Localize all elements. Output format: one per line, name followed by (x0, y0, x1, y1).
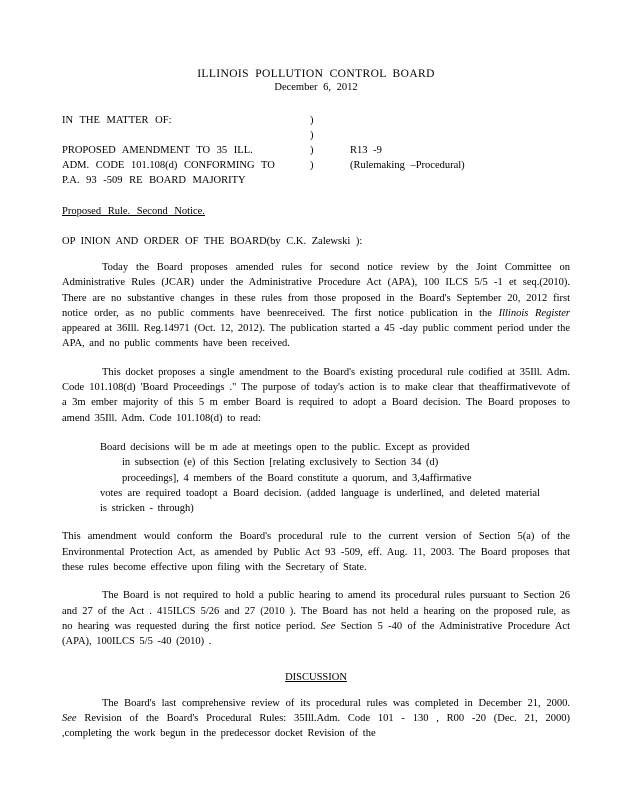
blockquote-line-2: votes are required toadopt a Board decision. (added language is underlined, and deleted material is stricken - through) (100, 487, 540, 515)
discussion-heading (62, 672, 570, 683)
blockquote-line-1: Board decisions will be m ade at meetings open to the public. Except as provided (100, 441, 470, 453)
caption-line1-paren: ) (310, 115, 314, 126)
rule-text-blockquote (100, 440, 540, 516)
caption-line3-left: PROPOSED AMENDMENT TO 35 ILL. (62, 145, 253, 156)
caption-line3-paren: ) (310, 145, 314, 156)
blockquote-sub-line-2: proceedings], 4 members of the Board constitute a quorum, and 3,4affirmative (122, 472, 472, 484)
discussion-heading-text: DISCUSSION (285, 671, 347, 683)
paragraph-4: The Board is not required to hold a public hearing to amend its procedural rules pursuant to Section 26 and 27 of the Act . 415ILCS 5/26 and 27 (2010 ). The Board has not held a hearing on the proposed rule, as no hearing was requested during the first notice period. See Section 5 -40 of the Administrative Procedure Act (APA), 100ILCS 5/5 -40 (2010) . (62, 590, 570, 648)
page-title: ILLINOIS POLLUTION CONTROL BOARD (197, 68, 435, 80)
case-caption (62, 113, 570, 188)
caption-row (62, 113, 570, 128)
blockquote-sub-line-1: in subsection (e) of this Section [relating exclusively to Section 34 (d) (122, 457, 439, 469)
caption-line4-left: ADM. CODE 101.108(d) CONFORMING TO (62, 160, 275, 171)
caption-row (62, 158, 570, 173)
opinion-and-order-line: OP INION AND ORDER OF THE BOARD(by C.K. Zalewski ): (62, 236, 363, 247)
caption-row (62, 173, 570, 188)
caption-line2-paren: ) (310, 130, 314, 141)
caption-line5-left: P.A. 93 -509 RE BOARD MAJORITY (62, 175, 246, 186)
proposed-rule-heading: Proposed Rule. Second Notice. (62, 206, 205, 217)
caption-line4-paren: ) (310, 160, 314, 171)
document-date: December 6, 2012 (274, 82, 358, 93)
caption-row (62, 143, 570, 158)
paragraph-2: This docket proposes a single amendment to the Board's existing procedural rule codified at 35Ill. Adm. Code 101.108(d) 'Board Proceedings ." The purpose of today's action is to make clear that theaffirmativevote of a 3m ember majority of this 5 m ember Board is required to adopt a Board decision. The Board proposes to amend 35Ill. Adm. Code 101.108(d) to read: (62, 366, 570, 424)
caption-line3-right: R13 -9 (350, 145, 382, 156)
paragraph-1: Today the Board proposes amended rules for second notice review by the Joint Committee on Administrative Rules (JCAR) under the Administrative Procedure Act (APA), 100 ILCS 5/5 -1 et seq.(2010). There are no substantive changes in these rules from those proposed in the Board's September 20, 2012 first notice order, as no public comments have beenreceived. The first notice publication in the Illinois Register appeared at 36Ill. Reg.14971 (Oct. 12, 2012). The publication started a 45 -day public comment period under the APA, and no public comments have been received. (62, 262, 570, 350)
paragraph-5: The Board's last comprehensive review of its procedural rules was completed in December 21, 2000. See Revision of the Board's Procedural Rules: 35Ill.Adm. Code 101 - 130 , R00 -20 (Dec. 21, 2000) ,completing the work begun in the predecessor docket Revision of the (62, 697, 570, 740)
caption-line1-left: IN THE MATTER OF: (62, 115, 172, 126)
caption-row (62, 128, 570, 143)
paragraph-3: This amendment would conform the Board's procedural rule to the current version of Section 5(a) of the Environmental Protection Act, as amended by Public Act 93 -509, eff. Aug. 11, 2003. The Board proposes that these rules become effective upon filing with the Secretary of State. (62, 531, 570, 574)
caption-line4-right: (Rulemaking –Procedural) (350, 160, 465, 171)
